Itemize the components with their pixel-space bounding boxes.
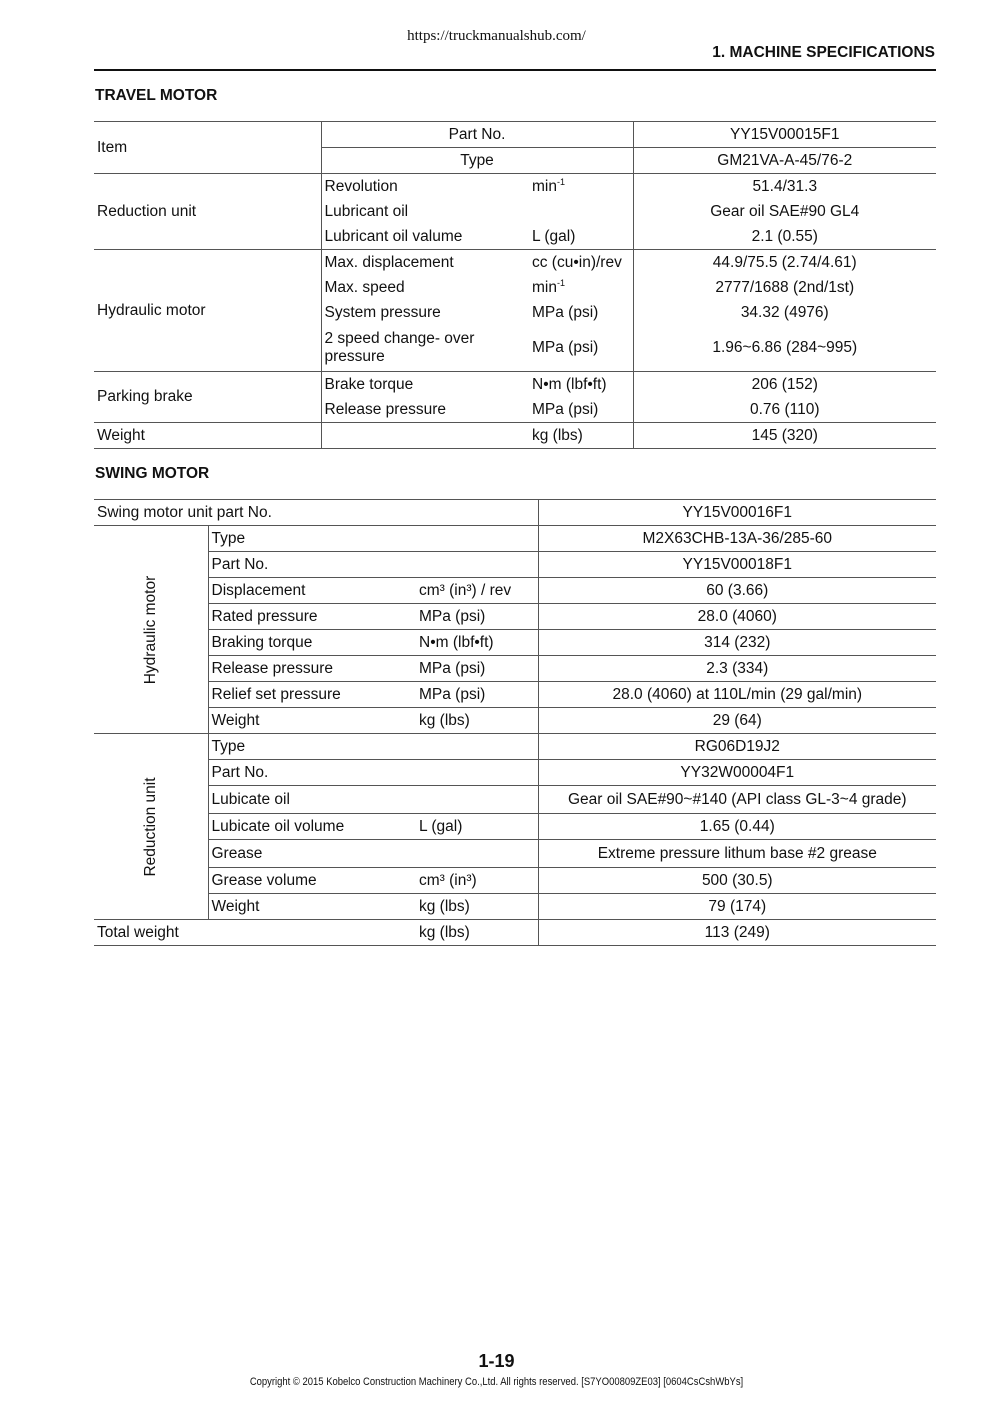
spec-value: 51.4/31.3 xyxy=(633,174,936,200)
spec-name: Lubicate oil volume xyxy=(208,814,416,840)
spec-value: 0.76 (110) xyxy=(633,397,936,423)
spec-unit: kg (lbs) xyxy=(416,894,538,920)
spec-value: 500 (30.5) xyxy=(538,868,936,894)
weight-label: Weight xyxy=(94,423,321,449)
spec-unit xyxy=(416,760,538,786)
spec-name: Type xyxy=(208,526,416,552)
spec-value: Gear oil SAE#90 GL4 xyxy=(633,199,936,224)
hydraulic-motor-label: Hydraulic motor xyxy=(94,250,321,372)
table-row xyxy=(94,423,936,449)
spec-value: 2777/1688 (2nd/1st) xyxy=(633,275,936,300)
spec-unit xyxy=(529,199,633,224)
table-row xyxy=(94,840,936,868)
spec-name: Lubricant oil xyxy=(321,199,529,224)
spec-unit: MPa (psi) xyxy=(529,325,633,372)
spec-name: Grease xyxy=(208,840,416,868)
spec-name: Type xyxy=(208,734,416,760)
spec-name: Part No. xyxy=(208,552,416,578)
swing-motor-table xyxy=(94,499,936,946)
spec-unit: L (gal) xyxy=(529,224,633,250)
spec-value: 1.65 (0.44) xyxy=(538,814,936,840)
spec-unit xyxy=(416,734,538,760)
page-number: 1-19 xyxy=(478,1351,515,1371)
spec-value: 60 (3.66) xyxy=(538,578,936,604)
spec-unit: MPa (psi) xyxy=(532,303,599,321)
table-row xyxy=(94,814,936,840)
spec-unit: $\min^{-1}$ xyxy=(532,176,565,195)
spec-value: 206 (152) xyxy=(633,372,936,398)
spec-name: Lubricant oil valume xyxy=(321,224,529,250)
table-row xyxy=(94,682,936,708)
spec-unit: N•m (lbf•ft) xyxy=(532,375,607,393)
spec-name: Lubicate oil xyxy=(208,786,416,814)
header-url: https://truckmanualshub.com/ xyxy=(407,28,586,44)
spec-name: 2 speed change- over pressure xyxy=(321,325,529,372)
part-no-label: Part No. xyxy=(321,122,633,148)
unit-part-value: YY15V00016F1 xyxy=(538,500,936,526)
table-row xyxy=(94,708,936,734)
table-row xyxy=(94,122,936,148)
spec-value: Extreme pressure lithum base #2 grease xyxy=(538,840,936,868)
table-row xyxy=(94,786,936,814)
spec-unit: MPa (psi) xyxy=(416,604,538,630)
item-label: Item xyxy=(94,122,321,174)
spec-value: 34.32 (4976) xyxy=(633,300,936,325)
spec-name: Rated pressure xyxy=(208,604,416,630)
spec-name xyxy=(321,423,529,449)
spec-name: Relief set pressure xyxy=(208,682,416,708)
spec-name: Part No. xyxy=(208,760,416,786)
reduction-unit-group xyxy=(94,734,208,920)
type-label: Type xyxy=(321,148,633,174)
spec-value: 44.9/75.5 (2.74/4.61) xyxy=(633,250,936,276)
reduction-unit-label: Reduction unit xyxy=(141,776,159,877)
spec-name: Max. speed xyxy=(321,275,529,300)
spec-name: Brake torque xyxy=(321,372,529,398)
table-row xyxy=(94,250,936,276)
spec-name: Max. displacement xyxy=(321,250,529,276)
spec-unit xyxy=(416,526,538,552)
spec-name: Revolution xyxy=(321,174,529,200)
spec-unit xyxy=(416,786,538,814)
spec-value: 113 (249) xyxy=(538,920,936,946)
spec-value: 2.1 (0.55) xyxy=(633,224,936,250)
spec-name: System pressure xyxy=(321,300,529,325)
type-value: GM21VA-A-45/76-2 xyxy=(633,148,936,174)
spec-unit: MPa (psi) xyxy=(416,656,538,682)
hydraulic-motor-label: Hydraulic motor xyxy=(141,575,159,684)
spec-value: 1.96~6.86 (284~995) xyxy=(633,325,936,372)
table-row xyxy=(94,500,936,526)
table-row xyxy=(94,920,936,946)
spec-unit xyxy=(416,552,538,578)
spec-unit xyxy=(416,840,538,868)
swing-motor-heading: SWING MOTOR xyxy=(95,465,210,482)
spec-unit: cc (cu•in)/rev xyxy=(532,253,622,271)
table-row xyxy=(94,894,936,920)
spec-unit: cm³ (in³) / rev xyxy=(416,578,538,604)
table-row xyxy=(94,868,936,894)
spec-name: Weight xyxy=(208,894,416,920)
table-row xyxy=(94,604,936,630)
spec-unit: cm³ (in³) xyxy=(416,868,538,894)
spec-value: YY15V00018F1 xyxy=(538,552,936,578)
spec-value: YY32W00004F1 xyxy=(538,760,936,786)
part-no-value: YY15V00015F1 xyxy=(633,122,936,148)
header-rule xyxy=(94,69,936,71)
travel-motor-heading: TRAVEL MOTOR xyxy=(95,87,218,104)
copyright-notice: Copyright © 2015 Kobelco Construction Machinery Co.,Ltd. All rights reserved. [S7YO00809ZE03] [0604CsCshWbYs] xyxy=(249,1376,744,1388)
reduction-unit-label: Reduction unit xyxy=(94,174,321,250)
spec-value: RG06D19J2 xyxy=(538,734,936,760)
spec-unit: L (gal) xyxy=(416,814,538,840)
table-row xyxy=(94,734,936,760)
table-row xyxy=(94,372,936,398)
header-section-title: 1. MACHINE SPECIFICATIONS xyxy=(712,44,935,61)
spec-unit: kg (lbs) xyxy=(529,423,633,449)
spec-value: 145 (320) xyxy=(633,423,936,449)
spec-unit: kg (lbs) xyxy=(416,920,538,946)
spec-unit: N•m (lbf•ft) xyxy=(416,630,538,656)
spec-value: 28.0 (4060) at 110L/min (29 gal/min) xyxy=(538,682,936,708)
spec-unit: MPa (psi) xyxy=(416,682,538,708)
table-row xyxy=(94,526,936,552)
spec-value: 28.0 (4060) xyxy=(538,604,936,630)
table-row xyxy=(94,578,936,604)
table-row xyxy=(94,760,936,786)
spec-unit: kg (lbs) xyxy=(416,708,538,734)
table-row xyxy=(94,656,936,682)
table-row xyxy=(94,552,936,578)
spec-name: Release pressure xyxy=(321,397,529,423)
spec-value: M2X63CHB-13A-36/285-60 xyxy=(538,526,936,552)
spec-value: 2.3 (334) xyxy=(538,656,936,682)
total-weight-label: Total weight xyxy=(94,920,416,946)
hydraulic-motor-group xyxy=(94,526,208,734)
spec-value: 79 (174) xyxy=(538,894,936,920)
spec-unit: MPa (psi) xyxy=(529,397,633,423)
spec-value: 29 (64) xyxy=(538,708,936,734)
table-row xyxy=(94,630,936,656)
spec-name: Weight xyxy=(208,708,416,734)
unit-part-label: Swing motor unit part No. xyxy=(94,500,538,526)
spec-name: Grease volume xyxy=(208,868,416,894)
spec-name: Displacement xyxy=(208,578,416,604)
spec-value: 314 (232) xyxy=(538,630,936,656)
spec-unit: $\min^{-1}$ xyxy=(532,277,565,296)
parking-brake-label: Parking brake xyxy=(94,372,321,423)
spec-value: Gear oil SAE#90~#140 (API class GL-3~4 grade) xyxy=(538,786,936,814)
travel-motor-table xyxy=(94,121,936,449)
spec-name: Release pressure xyxy=(208,656,416,682)
table-row xyxy=(94,174,936,200)
spec-name: Braking torque xyxy=(208,630,416,656)
